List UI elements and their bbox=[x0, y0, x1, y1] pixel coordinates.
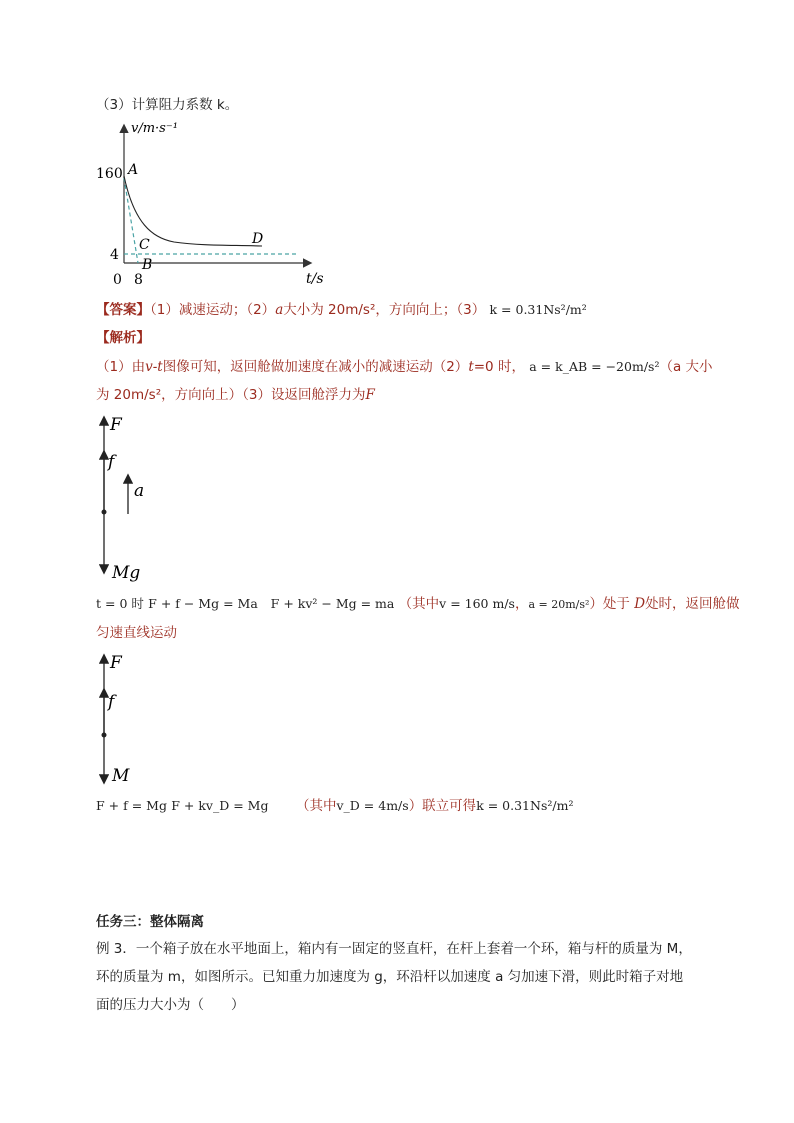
label-F-2: F bbox=[110, 653, 122, 673]
analysis-line1: （1）由v-t图像可知，返回舱做加速度在减小的减速运动（2）t=0 时， a = k_AB = −20m/s²（a 大小 bbox=[96, 359, 713, 375]
point-B-label: B bbox=[142, 257, 153, 273]
equation-line-1b: 匀速直线运动 bbox=[96, 625, 177, 641]
question-3: （3）计算阻力系数 k。 bbox=[96, 97, 239, 113]
label-M: M bbox=[112, 766, 130, 786]
answer-part1: （1）减速运动；（2） bbox=[150, 302, 276, 318]
dashed-tangent-AB bbox=[124, 178, 138, 263]
tick-8: 8 bbox=[134, 272, 143, 288]
equation-line-2: F + f = Mg F + kv_D = Mg bbox=[96, 798, 269, 813]
point-C-label: C bbox=[139, 237, 150, 253]
analysis-formula: a = k_AB = −20m/s² bbox=[529, 359, 660, 374]
analysis-tag: 【解析】 bbox=[96, 330, 150, 346]
point-A-label: A bbox=[128, 162, 139, 178]
x-axis-label: t/s bbox=[306, 271, 324, 287]
answer-a: a bbox=[275, 302, 284, 318]
label-a: a bbox=[134, 481, 145, 501]
label-f: f bbox=[108, 452, 115, 472]
y-axis-label: v/m·s⁻¹ bbox=[131, 121, 178, 136]
equation-line-2-note: （其中v_D = 4m/s）联立可得k = 0.31Ns²/m² bbox=[296, 798, 574, 814]
body-point-2 bbox=[102, 733, 107, 738]
body-point bbox=[102, 510, 107, 515]
label-f-2: f bbox=[108, 692, 115, 712]
task3-title: 任务三：整体隔离 bbox=[96, 914, 204, 930]
task3-line1: 例 3．一个箱子放在水平地面上，箱内有一固定的竖直杆，在杆上套着一个环，箱与杆的质量为 M， bbox=[96, 941, 692, 957]
answer-formula: k = 0.31Ns²/m² bbox=[489, 302, 587, 317]
task3-line2: 环的质量为 m，如图所示。已知重力加速度为 g，环沿杆以加速度 a 匀加速下滑，则此时箱子对地 bbox=[96, 969, 684, 985]
answer-line bbox=[96, 300, 587, 320]
tick-4: 4 bbox=[110, 247, 119, 263]
label-Mg: Mg bbox=[112, 563, 141, 583]
tick-0: 0 bbox=[113, 272, 122, 288]
tick-160: 160 bbox=[96, 166, 123, 182]
vt-graph bbox=[92, 118, 342, 288]
analysis-line2: 为 20m/s²，方向向上）（3）设返回舱浮力为F bbox=[96, 387, 375, 403]
point-D-label: D bbox=[252, 231, 264, 247]
answer-part2: 大小为 20m/s²，方向向上；（3） bbox=[283, 302, 486, 318]
free-body-diagram-1 bbox=[92, 412, 162, 584]
free-body-diagram-2 bbox=[92, 650, 162, 786]
task3-line3: 面的压力大小为（ ） bbox=[96, 997, 245, 1013]
equation-line-1: t = 0 时 F + f − Mg = Ma F + kv² − Mg = ma （其中v = 160 m/s，a = 20m/s²）处于 D处时，返回舱做 bbox=[96, 596, 740, 612]
answer-tag: 【答案】 bbox=[96, 302, 150, 318]
label-F: F bbox=[110, 415, 122, 435]
velocity-curve bbox=[124, 176, 262, 246]
